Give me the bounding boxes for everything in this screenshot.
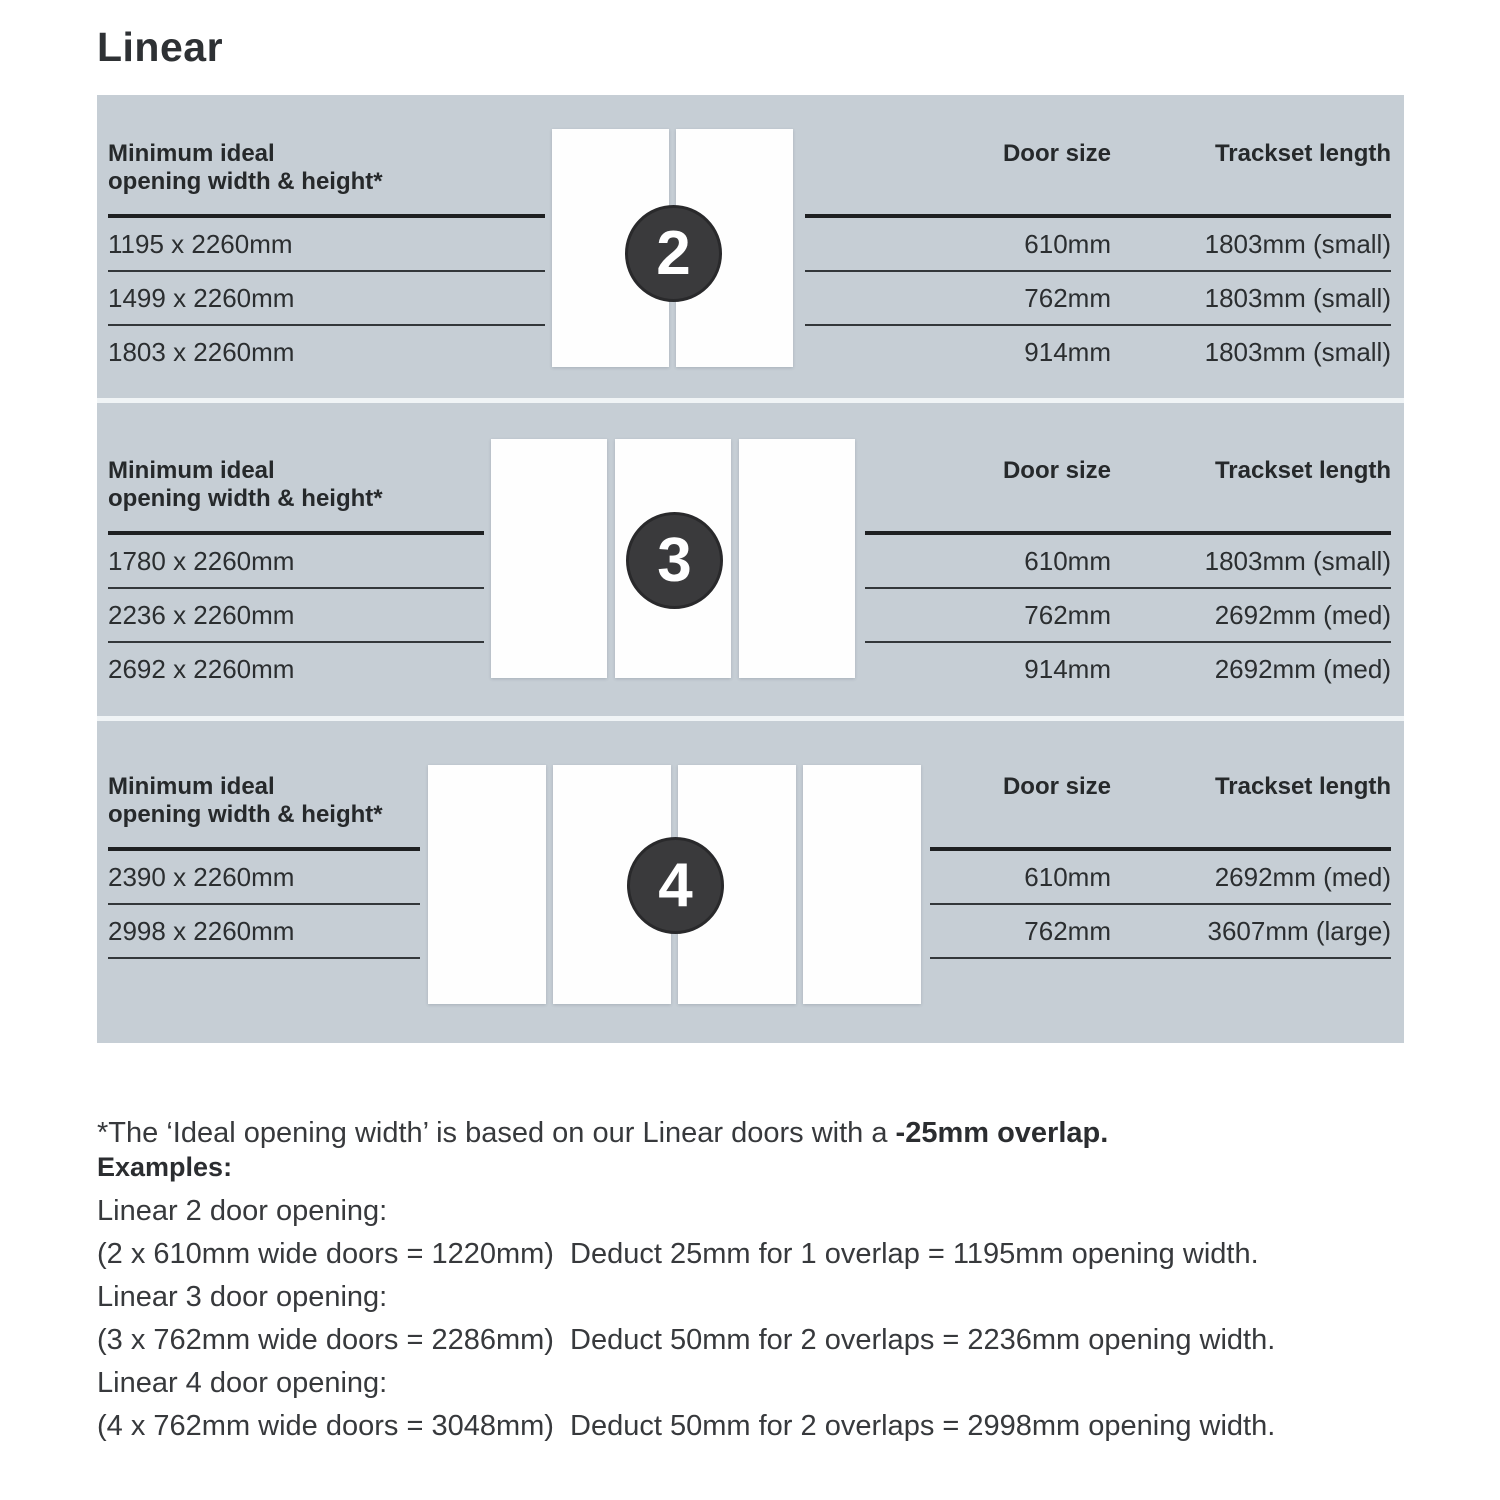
door-size-value: 914mm: [1024, 653, 1111, 684]
section2-trackset-table: [865, 457, 1391, 695]
door-size-header: Door size: [1002, 140, 1111, 167]
section-divider: [97, 716, 1404, 721]
trackset-table-header: [865, 457, 1391, 531]
example-line: (2 x 610mm wide doors = 1220mm) Deduct 25mm for 1 overlap = 1195mm opening width.: [97, 1238, 1259, 1270]
door-size-value: 610mm: [1024, 228, 1111, 259]
opening-header-line1: Minimum ideal: [108, 457, 275, 484]
door-panel: [491, 439, 607, 678]
door-size-value: 762mm: [1024, 282, 1111, 313]
opening-size-header: [108, 140, 545, 214]
opening-size-header: [108, 773, 420, 847]
trackset-table-header: [805, 140, 1391, 214]
door-size-value: 610mm: [1024, 545, 1111, 576]
section2-opening-table: [108, 457, 484, 695]
examples-heading: Examples:: [97, 1152, 233, 1182]
trackset-length-value: 2692mm (med): [1214, 653, 1391, 684]
spec-panel: [97, 95, 1404, 1043]
section1-opening-table: [108, 140, 545, 378]
trackset-length-header: Trackset length: [1214, 773, 1391, 800]
trackset-row: [865, 589, 1391, 643]
trackset-length-value: 2692mm (med): [1214, 599, 1391, 630]
trackset-row: [865, 535, 1391, 589]
trackset-row: [865, 643, 1391, 695]
trackset-row: [930, 905, 1391, 959]
door-panel: [428, 765, 546, 1004]
door-count-badge: 2: [625, 205, 722, 302]
opening-size-row: 2236 x 2260mm: [108, 589, 484, 643]
door-size-header: Door size: [1002, 773, 1111, 800]
section1-trackset-table: [805, 140, 1391, 378]
door-panel: [739, 439, 855, 678]
trackset-row: [805, 326, 1391, 378]
example-line: Linear 4 door opening:: [97, 1367, 388, 1399]
door-size-value: 762mm: [1024, 599, 1111, 630]
door-size-header: Door size: [1002, 457, 1111, 484]
trackset-length-value: 3607mm (large): [1207, 915, 1391, 946]
section3-trackset-table: [930, 773, 1391, 959]
door-count-badge: 4: [627, 837, 724, 934]
section3-opening-table: [108, 773, 420, 959]
door-size-value: 762mm: [1024, 915, 1111, 946]
example-line: Linear 2 door opening:: [97, 1195, 388, 1227]
door-size-value: 610mm: [1024, 861, 1111, 892]
trackset-length-value: 2692mm (med): [1214, 861, 1391, 892]
footnote-bold: -25mm overlap.: [895, 1117, 1109, 1149]
trackset-length-header: Trackset length: [1214, 457, 1391, 484]
opening-size-header: [108, 457, 484, 531]
page-title: Linear: [97, 24, 224, 70]
trackset-row: [930, 851, 1391, 905]
opening-header-line1: Minimum ideal: [108, 773, 275, 800]
section-divider: [97, 398, 1404, 403]
example-line: (4 x 762mm wide doors = 3048mm) Deduct 50mm for 2 overlaps = 2998mm opening width.: [97, 1410, 1276, 1442]
trackset-length-value: 1803mm (small): [1204, 545, 1391, 576]
opening-size-row: 2390 x 2260mm: [108, 851, 420, 905]
trackset-length-header: Trackset length: [1214, 140, 1391, 167]
footnote-text: *The ‘Ideal opening width’ is based on our Linear doors with a: [97, 1117, 896, 1149]
example-line: Linear 3 door opening:: [97, 1281, 388, 1313]
opening-header-line2: opening width & height*: [108, 168, 383, 195]
trackset-length-value: 1803mm (small): [1204, 228, 1391, 259]
trackset-length-value: 1803mm (small): [1204, 282, 1391, 313]
opening-header-line1: Minimum ideal: [108, 140, 275, 167]
opening-size-row: 1195 x 2260mm: [108, 218, 545, 272]
footnote: [97, 1117, 1108, 1150]
opening-size-row: 1780 x 2260mm: [108, 535, 484, 589]
door-count-badge: 3: [626, 512, 723, 609]
opening-size-row: 1499 x 2260mm: [108, 272, 545, 326]
door-size-value: 914mm: [1024, 336, 1111, 367]
examples-block: [97, 1190, 1417, 1448]
door-panel: [803, 765, 921, 1004]
opening-size-row: 2998 x 2260mm: [108, 905, 420, 959]
trackset-row: [805, 272, 1391, 326]
trackset-row: [805, 218, 1391, 272]
trackset-length-value: 1803mm (small): [1204, 336, 1391, 367]
opening-size-row: 2692 x 2260mm: [108, 653, 295, 684]
opening-size-row: 1803 x 2260mm: [108, 336, 295, 367]
opening-header-line2: opening width & height*: [108, 485, 383, 512]
opening-header-line2: opening width & height*: [108, 801, 383, 828]
example-line: (3 x 762mm wide doors = 2286mm) Deduct 50mm for 2 overlaps = 2236mm opening width.: [97, 1324, 1276, 1356]
trackset-table-header: [930, 773, 1391, 847]
